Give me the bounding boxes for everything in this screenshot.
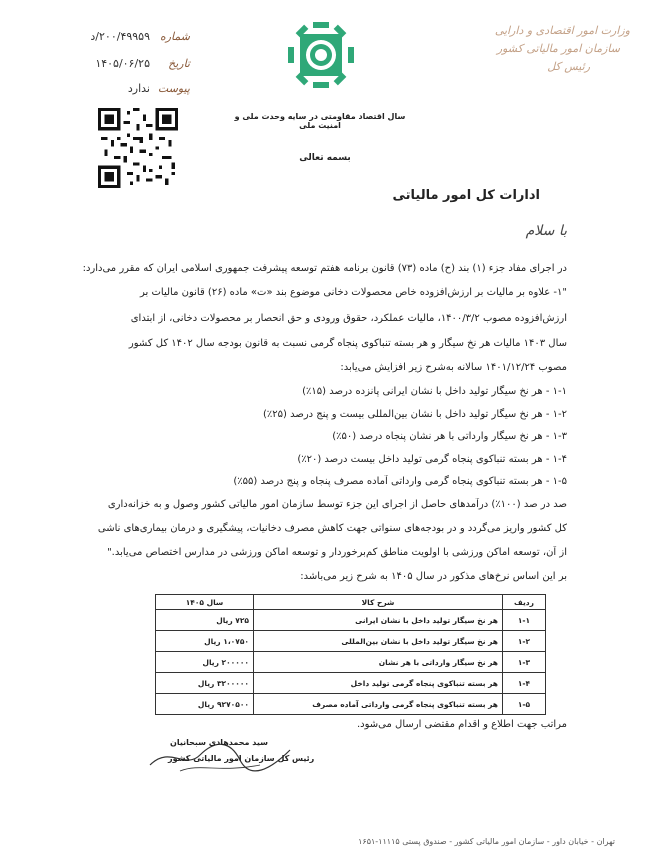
row-description: هر نخ سیگار تولید داخل با نشان ایرانی — [254, 610, 503, 631]
header-year-1405: سال ۱۴۰۵ — [156, 595, 254, 610]
besmellah: بسمه تعالی — [299, 153, 351, 163]
closing-line: مراتب جهت اطلاع و اقدام مقتضی ارسال می‌شود. — [357, 719, 567, 730]
row-description: هر نخ سیگار وارداتی با هر نشان — [254, 652, 503, 673]
list-item: ۱-۳ - هر نخ سیگار وارداتی با هر نشان پنجاه درصد (۵۰٪) — [332, 431, 567, 442]
paragraph-line: مصوب ۱۴۰۱/۱۲/۲۴ سالانه به‌شرح زیر افزایش می‌یابد: — [340, 362, 567, 373]
tax-organization-logo — [286, 20, 356, 90]
footer-address: تهران - خیابان داور - سازمان امور مالیاتی کشور - صندوق پستی ۱۱۱۱۵-۱۶۵۱ — [358, 837, 615, 846]
ministry-line-2: سازمان امور مالیاتی کشور — [496, 42, 620, 55]
recipient: ادارات کل امور مالیاتی — [392, 188, 540, 203]
letter-date-row — [60, 57, 190, 73]
letter-attachment-value: ندارد — [127, 82, 150, 95]
letter-attachment-label: پیوست — [157, 82, 190, 95]
header-row-number: ردیف — [503, 595, 546, 610]
paragraph-line: "۱- علاوه بر مالیات بر ارزش‌افزوده خاص محصولات دخانی موضوع بند «ت» ماده (۲۶) قانون مالیات بر — [140, 287, 567, 298]
letter-number-row — [60, 30, 190, 46]
letter-attachment-row — [60, 82, 190, 98]
table-row — [156, 673, 546, 694]
ministry-letterhead — [460, 22, 630, 76]
signer-title: رئیس کل سازمان امور مالیاتی کشور — [168, 754, 315, 763]
list-item: ۱-۱ - هر نخ سیگار تولید داخل با نشان ایرانی پانزده درصد (۱۵٪) — [302, 386, 567, 397]
year-slogan: سال اقتصاد مقاومتی در سایه وحدت ملی و امنیت ملی — [234, 112, 406, 130]
ministry-line-3: رئیس کل — [547, 60, 590, 73]
paragraph-line: ارزش‌افزوده مصوب ۱۴۰۰/۳/۲، مالیات عملکرد، حقوق ورودی و حق انحصار بر محصولات دخانی، از ابتدای — [130, 313, 567, 324]
row-description: هر بسته تنباکوی پنجاه گرمی وارداتی آماده مصرف — [254, 694, 503, 715]
rates-table — [155, 594, 546, 715]
letter-number-value: ۲۰۰/۴۹۹۵۹/د — [90, 30, 150, 43]
row-rate: ۳۲۰۰۰۰۰ ریال — [156, 673, 254, 694]
signer-name: سید محمدهادی سبحانیان — [170, 738, 269, 747]
header-description: شرح کالا — [254, 595, 503, 610]
table-row — [156, 610, 546, 631]
table-header-row — [156, 595, 546, 610]
letter-number-label: شماره — [159, 30, 190, 43]
ministry-line-1: وزارت امور اقتصادی و دارایی — [494, 24, 630, 37]
row-number: ۱-۲ — [503, 631, 546, 652]
letter-date-value: ۱۴۰۵/۰۶/۲۵ — [95, 57, 150, 70]
list-item: ۱-۵ - هر بسته تنباکوی پنجاه گرمی وارداتی آماده مصرف پنجاه و پنج درصد (۵۵٪) — [233, 476, 567, 487]
paragraph-line: از آن، توسعه اماکن ورزشی با اولویت مناطق کم‌برخوردار و توسعه اماکن ورزشی در مدارس اختصاص می‌یابد." — [107, 547, 567, 558]
row-description: هر نخ سیگار تولید داخل با نشان بین‌المللی — [254, 631, 503, 652]
paragraph-line: کل کشور واریز می‌گردد و در بودجه‌های سنواتی جهت کاهش مصرف دخانیات، پیشگیری و درمان بیماری‌های ناشی — [97, 523, 567, 534]
greeting: با سلام — [525, 223, 567, 239]
row-number: ۱-۴ — [503, 673, 546, 694]
paragraph-line: صد در صد (۱۰۰٪) درآمدهای حاصل از اجرای این جزء توسط سازمان امور مالیاتی کشور وصول و به خزانه‌داری — [107, 499, 567, 510]
row-rate: ۹۲۷۰۵۰۰ ریال — [156, 694, 254, 715]
qr-code — [98, 108, 178, 188]
row-rate: ۱،۰۷۵۰ ریال — [156, 631, 254, 652]
table-row — [156, 652, 546, 673]
list-item: ۱-۲ - هر نخ سیگار تولید داخل با نشان بین‌المللی بیست و پنج درصد (۲۵٪) — [262, 409, 567, 420]
row-number: ۱-۳ — [503, 652, 546, 673]
letter-date-label: تاریخ — [168, 57, 190, 70]
paragraph-line: بر این اساس نرخ‌های مذکور در سال ۱۴۰۵ به شرح زیر می‌باشد: — [300, 571, 567, 582]
table-row — [156, 694, 546, 715]
row-description: هر بسته تنباکوی پنجاه گرمی تولید داخل — [254, 673, 503, 694]
table-row — [156, 631, 546, 652]
paragraph-line: در اجرای مفاد جزء (۱) بند (ح) ماده (۷۳) قانون برنامه هفتم توسعه پیشرفت جمهوری اسلامی ایران که مقرر می‌دارد: — [82, 263, 567, 274]
row-number: ۱-۵ — [503, 694, 546, 715]
row-rate: ۷۲۵ ریال — [156, 610, 254, 631]
row-number: ۱-۱ — [503, 610, 546, 631]
paragraph-line: سال ۱۴۰۳ مالیات هر نخ سیگار و هر بسته تنباکوی پنجاه گرمی نسبت به قانون بودجه سال ۱۴۰۲ کل کشور — [128, 338, 567, 349]
list-item: ۱-۴ - هر بسته تنباکوی پنجاه گرمی تولید داخل بیست درصد (۲۰٪) — [297, 454, 567, 465]
row-rate: ۲۰۰۰۰۰ ریال — [156, 652, 254, 673]
